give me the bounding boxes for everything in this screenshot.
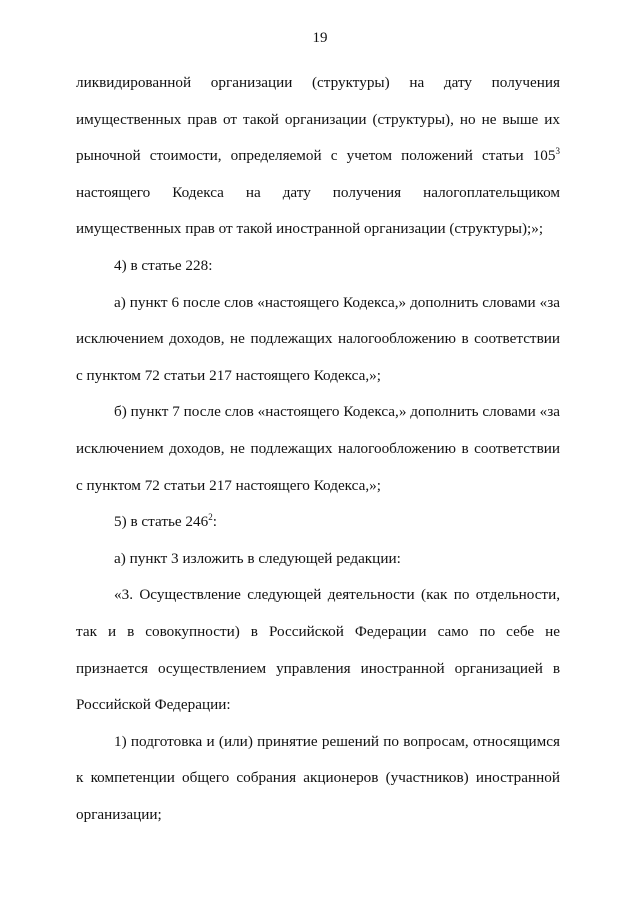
paragraph-item-7: б) пункт 7 после слов «настоящего Кодекса,» дополнить словами «за исключением доходов, не подлежащих налогообложению в соответствии с пунктом 72 статьи 217 настоящего Кодекса,»; (76, 403, 560, 494)
paragraph-article-246 (76, 504, 560, 541)
paragraph-item-6: а) пункт 6 после слов «настоящего Кодекса,» дополнить словами «за исключением доходов, не подлежащих налогообложению в соответствии с пунктом 72 статьи 217 настоящего Кодекса,»; (76, 293, 560, 384)
paragraph-text: : (212, 513, 217, 531)
paragraph-quote-3: «3. Осуществление следующей деятельности (как по отдельности, так и в совокупности) в Российской Федерации само по себе не признается осуществлением управления иностранной организацией в Российской Федерации: (76, 586, 560, 714)
page-number: 19 (312, 30, 328, 46)
paragraph-article-228: 4) в статье 228: (114, 256, 213, 274)
superscript: 2 (208, 512, 213, 523)
paragraph-item-3: а) пункт 3 изложить в следующей редакции: (114, 549, 401, 567)
paragraph-subitem-1: 1) подготовка и (или) принятие решений по вопросам, относящимся к компетенции общего собрания акционеров (участников) иностранной организации; (76, 732, 560, 823)
document-body (76, 65, 560, 833)
paragraph-liquidated-organization (76, 65, 560, 248)
superscript: 3 (555, 146, 560, 157)
paragraph-text: ликвидированной организации (структуры) на дату получения имущественных прав от такой организации (структуры), но не выше их рыночной стоимости, определяемой с учетом положений статьи 105 (76, 74, 560, 165)
paragraph-text: настоящего Кодекса на дату получения налогоплательщиком имущественных прав от такой иностранной организации (структуры);»; (76, 183, 560, 238)
paragraph-text: 5) в статье 246 (114, 513, 209, 531)
